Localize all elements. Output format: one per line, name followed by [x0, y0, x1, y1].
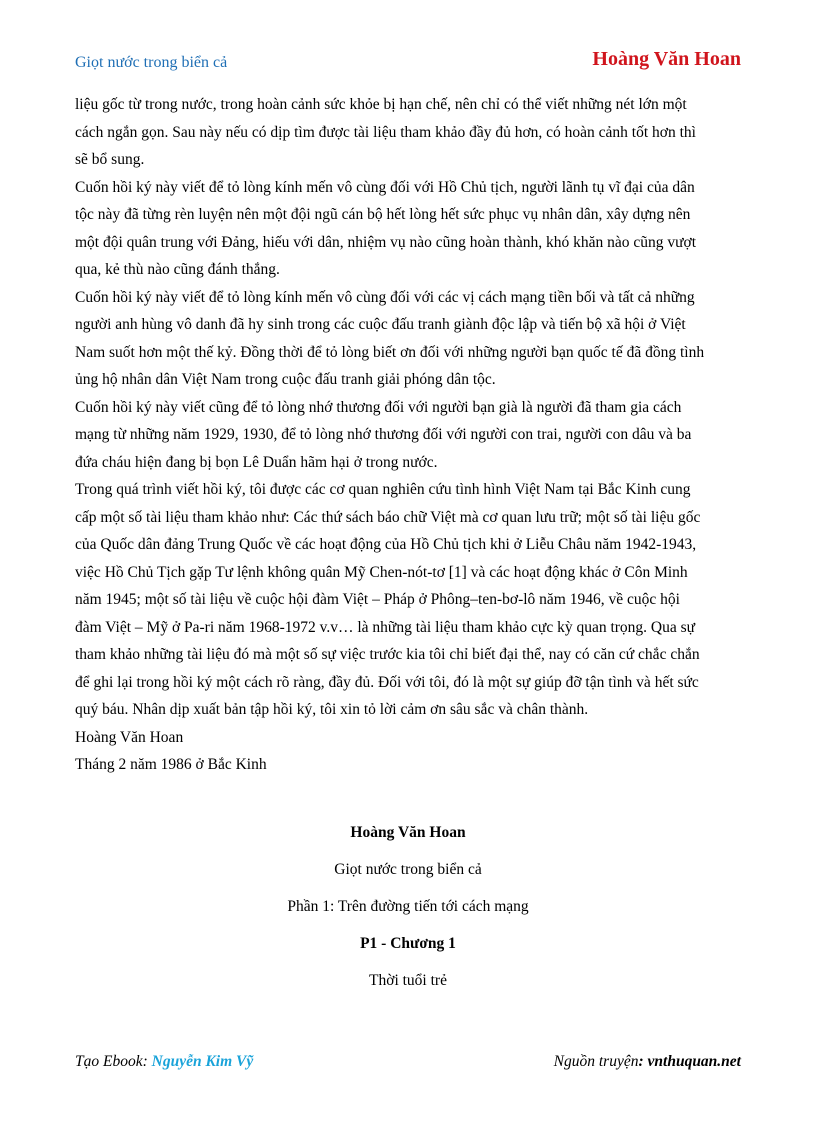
chapter-number: P1 - Chương 1: [360, 935, 456, 952]
text-line: qua, kẻ thù nào cũng đánh thắng.: [75, 261, 280, 278]
text-line: mạng từ những năm 1929, 1930, để tỏ lòng nhớ thương đối với người con trai, người con dâu và ba: [75, 426, 692, 443]
text-line: đàm Việt – Mỹ ở Pa-ri năm 1968-1972 v.v… là những tài liệu tham khảo cực kỳ quan trọng. Qua sự: [75, 618, 696, 636]
source-site-link[interactable]: vnthuquan.net: [647, 1053, 741, 1070]
chapter-author: Hoàng Văn Hoan: [350, 824, 466, 841]
text-line: quý báu. Nhân dịp xuất bản tập hồi ký, tôi xin tỏ lời cảm ơn sâu sắc và chân thành.: [75, 701, 589, 718]
text-line: đứa cháu hiện đang bị bọn Lê Duẩn hãm hại ở trong nước.: [75, 453, 438, 471]
text-line: Trong quá trình viết hồi ký, tôi được các cơ quan nghiên cứu tình hình Việt Nam tại Bắc Kinh cung: [75, 481, 691, 498]
signature-date: Tháng 2 năm 1986 ở Bắc Kinh: [75, 756, 267, 773]
ebook-creator-link[interactable]: Nguyễn Kim Vỹ: [151, 1053, 254, 1070]
header-book-title: Giọt nước trong biển cả: [75, 54, 228, 71]
chapter-heading-block: [0, 819, 816, 1004]
page-header: [75, 48, 741, 78]
text-line: cách ngắn gọn. Sau này nếu có dịp tìm được tài liệu tham khảo đầy đủ hơn, có hoàn cảnh tốt hơn thì: [75, 123, 696, 141]
text-line: liệu gốc từ trong nước, trong hoàn cảnh sức khỏe bị hạn chế, nên chỉ có thể viết những nét lớn một: [75, 96, 687, 113]
page-footer: [75, 1053, 741, 1077]
part-title: Phần 1: Trên đường tiến tới cách mạng: [287, 898, 529, 915]
text-line: người anh hùng vô danh đã hy sinh trong các cuộc đấu tranh giành độc lập và tiến bộ xã hội ở Việt: [75, 316, 686, 333]
body-text: [75, 91, 745, 779]
text-line: một đội quân trung với Đảng, hiếu với dân, nhiệm vụ nào cũng hoàn thành, khó khăn nào cũng vượt: [75, 233, 697, 251]
text-line: tham khảo những tài liệu đó mà một số sự việc trước kia tôi chỉ biết đại thể, nay có căn cứ chắc chắn: [75, 646, 700, 663]
text-line: tộc này đã từng rèn luyện nên một đội ngũ cán bộ hết lòng hết sức phục vụ nhân dân, xây dựng nên: [75, 206, 691, 223]
text-line: để ghi lại trong hồi ký một cách rõ ràng, đầy đủ. Đối với tôi, đó là một sự giúp đỡ tận tình và hết sức: [75, 673, 699, 691]
text-line: Cuốn hồi ký này viết để tỏ lòng kính mến vô cùng đối với Hồ Chủ tịch, người lãnh tụ vĩ đại của dân: [75, 178, 695, 196]
text-line: ủng hộ nhân dân Việt Nam trong cuộc đấu tranh giải phóng dân tộc.: [75, 371, 496, 388]
text-line: việc Hồ Chủ Tịch gặp Tư lệnh không quân Mỹ Chen-nót-tơ [1] và các hoạt động khác ở Côn Minh: [75, 563, 688, 581]
ebook-credit: [75, 1053, 253, 1071]
source-label: Nguồn truyện: [553, 1053, 639, 1070]
text-line: năm 1945; một số tài liệu về cuộc hội đàm Việt – Pháp ở Phông–ten-bơ-lô năm 1946, về cuộc hội: [75, 591, 680, 608]
chapter-title: Thời tuổi trẻ: [369, 972, 447, 989]
source-separator: :: [638, 1053, 648, 1070]
ebook-label: Tạo Ebook: [75, 1053, 143, 1070]
text-line: cấp một số tài liệu tham khảo như: Các thứ sách báo chữ Việt mà cơ quan lưu trữ; một số tài liệu gốc: [75, 508, 701, 526]
signature-name: Hoàng Văn Hoan: [75, 728, 184, 746]
text-line: Cuốn hồi ký này viết để tỏ lòng kính mến vô cùng đối với các vị cách mạng tiền bối và tất cả những: [75, 288, 695, 306]
text-line: sẽ bổ sung.: [75, 151, 145, 168]
ebook-separator: :: [142, 1053, 152, 1070]
text-line: của Quốc dân đảng Trung Quốc về các hoạt động của Hồ Chủ tịch khi ở Liễu Châu năm 1942-1943,: [75, 536, 697, 553]
chapter-book-title: Giọt nước trong biển cả: [334, 861, 482, 878]
header-author: Hoàng Văn Hoan: [592, 48, 741, 70]
text-line: Nam suốt hơn một thế kỷ. Đồng thời để tỏ lòng biết ơn đối với những người bạn quốc tế đã đồng tình: [75, 343, 705, 361]
text-line: Cuốn hồi ký này viết cũng để tỏ lòng nhớ thương đối với người bạn già là người đã tham gia cách: [75, 398, 682, 416]
source-credit: [554, 1053, 741, 1071]
